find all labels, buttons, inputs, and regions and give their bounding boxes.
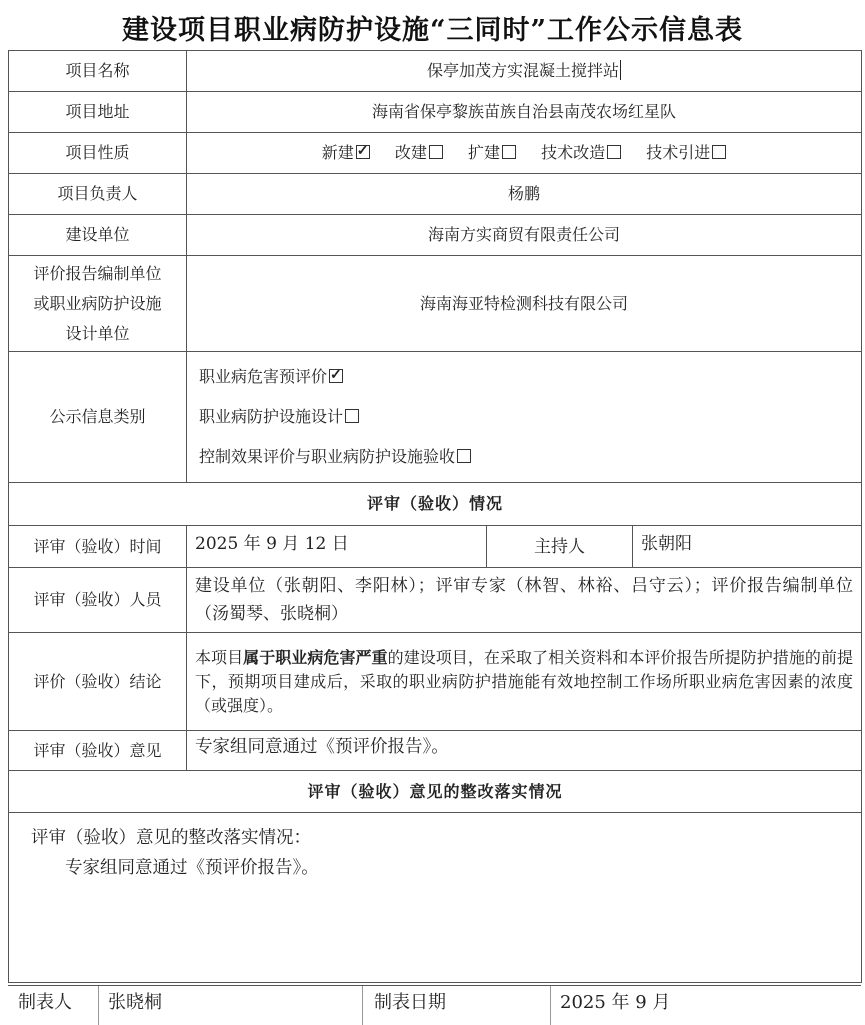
option-tech-upgrade[interactable] (541, 141, 621, 165)
row-rectification-section (9, 771, 862, 813)
host-label: 主持人 (487, 526, 633, 568)
review-conclusion-label: 评价（验收）结论 (9, 633, 187, 731)
option-tech-import[interactable] (646, 141, 726, 165)
report-unit-label (9, 256, 187, 352)
option-label: 技术改造 (541, 143, 606, 162)
review-conclusion-value (187, 633, 862, 731)
review-personnel-value: 建设单位（张朝阳、李阳林）；评审专家（林智、林裕、吕守云）；评价报告编制单位（汤蜀琴、张晓桐） (187, 568, 862, 633)
maker-value: 张晓桐 (108, 992, 162, 1013)
checkbox-checked-icon (356, 145, 370, 159)
project-name-cell (187, 51, 862, 92)
rectification-section-title: 评审（验收）意见的整改落实情况 (9, 771, 862, 813)
footer-divider (362, 986, 363, 1025)
date-value: 2025 年 9 月 (560, 992, 671, 1013)
report-unit-label-line: 评价报告编制单位 (33, 263, 162, 283)
option-label: 扩建 (468, 143, 501, 162)
review-personnel-label: 评审（验收）人员 (9, 568, 187, 633)
report-unit-label-line: 设计单位 (65, 323, 130, 343)
option-label: 职业病防护设施设计 (199, 407, 344, 426)
construction-unit-value: 海南方实商贸有限责任公司 (187, 215, 862, 256)
rectification-content (9, 813, 862, 983)
checkbox-empty-icon (607, 145, 621, 159)
footer-divider (550, 986, 551, 1025)
project-leader-label: 项目负责人 (9, 174, 187, 215)
project-leader-value: 杨鹏 (187, 174, 862, 215)
review-time-value: 2025 年 9 月 12 日 (187, 526, 487, 568)
row-disclosure-category (9, 352, 862, 483)
report-unit-value: 海南海亚特检测科技有限公司 (187, 256, 862, 352)
project-name-value: 保亭加茂方实混凝土搅拌站 (427, 61, 620, 80)
rectification-line-2: 专家组同意通过《预评价报告》。 (65, 858, 319, 878)
disclosure-category-options (187, 352, 862, 483)
project-name-label: 项目名称 (9, 51, 187, 92)
checkbox-empty-icon (345, 409, 359, 423)
date-label: 制表日期 (374, 992, 446, 1013)
review-time-label: 评审（验收）时间 (9, 526, 187, 568)
conclusion-suffix: 的建设项目，在采取了相关资料和本评价报告所提防护措施的前提下，预期项目建成后，采取的职业病防护措施能有效地控制工作场所职业病危害因素的浓度（或强度）。 (195, 647, 854, 715)
text-cursor (620, 60, 621, 80)
review-opinion-label: 评审（验收）意见 (9, 731, 187, 771)
row-review-time (9, 526, 862, 568)
checkbox-empty-icon (429, 145, 443, 159)
checkbox-empty-icon (502, 145, 516, 159)
row-project-address (9, 92, 862, 133)
review-opinion-value: 专家组同意通过《预评价报告》。 (187, 731, 862, 771)
checkbox-empty-icon (457, 449, 471, 463)
conclusion-prefix: 本项目 (195, 647, 244, 667)
row-review-section (9, 483, 862, 526)
option-new-build[interactable] (322, 141, 370, 165)
option-label: 新建 (321, 143, 354, 162)
option-label: 职业病危害预评价 (199, 367, 328, 386)
row-rectification-content (9, 813, 862, 983)
option-label: 控制效果评价与职业病防护设施验收 (199, 447, 456, 466)
review-section-title: 评审（验收）情况 (9, 483, 862, 526)
row-review-conclusion (9, 633, 862, 731)
option-pre-assessment[interactable] (195, 357, 853, 397)
row-report-unit (9, 256, 862, 352)
disclosure-category-label: 公示信息类别 (9, 352, 187, 483)
option-protection-design[interactable] (195, 397, 853, 437)
project-nature-label: 项目性质 (9, 133, 187, 174)
footer (8, 985, 861, 1025)
disclosure-table (8, 50, 862, 983)
option-rebuild[interactable] (395, 141, 443, 165)
row-review-opinion (9, 731, 862, 771)
checkbox-empty-icon (712, 145, 726, 159)
footer-divider (98, 986, 99, 1025)
host-value: 张朝阳 (633, 526, 862, 568)
option-expand[interactable] (468, 141, 516, 165)
project-address-value: 海南省保亭黎族苗族自治县南茂农场红星队 (187, 92, 862, 133)
row-project-nature (9, 133, 862, 174)
option-control-effect[interactable] (195, 437, 853, 477)
project-nature-options (187, 133, 862, 174)
project-address-label: 项目地址 (9, 92, 187, 133)
option-label: 改建 (394, 143, 427, 162)
conclusion-emphasis: 属于职业病危害严重 (243, 647, 388, 667)
rectification-line-1: 评审（验收）意见的整改落实情况： (31, 828, 311, 848)
page-title: 建设项目职业病防护设施“三同时”工作公示信息表 (121, 15, 744, 46)
report-unit-label-line: 或职业病防护设施 (33, 293, 162, 313)
checkbox-checked-icon (329, 369, 343, 383)
row-review-personnel (9, 568, 862, 633)
construction-unit-label: 建设单位 (9, 215, 187, 256)
row-project-leader (9, 174, 862, 215)
row-project-name (9, 51, 862, 92)
row-construction-unit (9, 215, 862, 256)
option-label: 技术引进 (646, 143, 711, 162)
maker-label: 制表人 (18, 992, 72, 1013)
